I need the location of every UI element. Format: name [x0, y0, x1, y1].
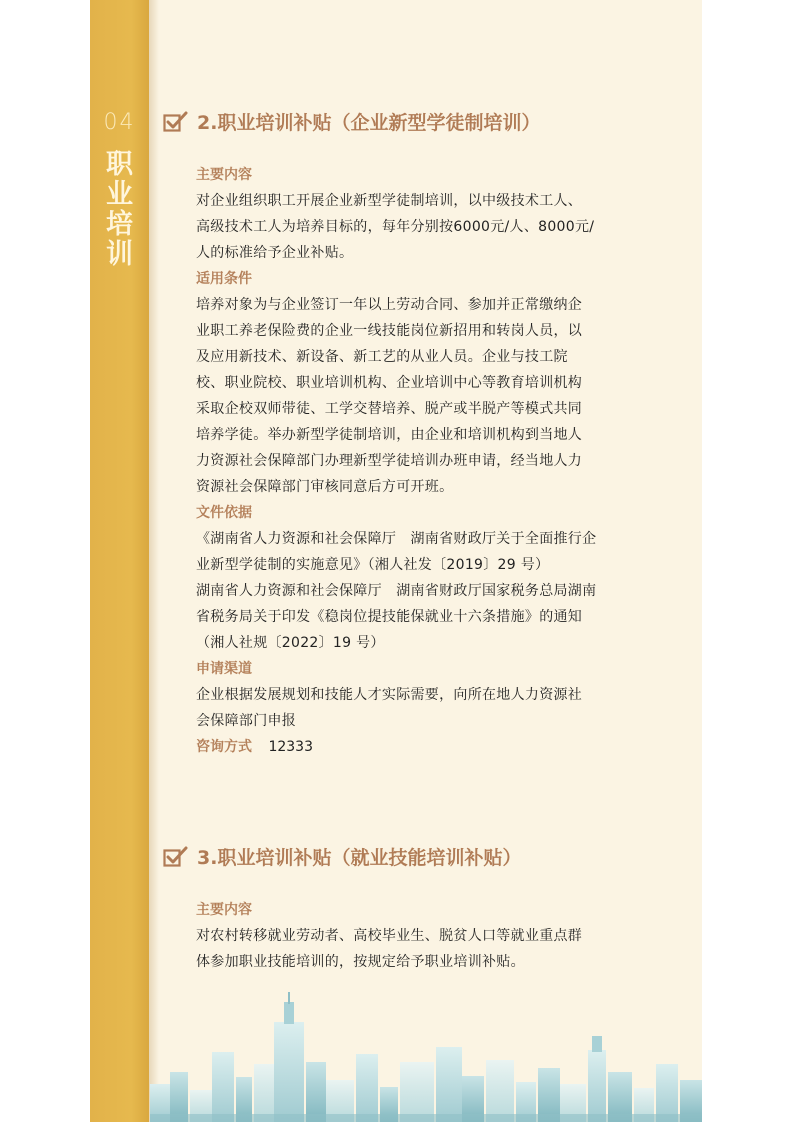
chapter-title-char: 业	[106, 179, 133, 210]
main-content-label: 主要内容	[196, 902, 252, 918]
main-content-label: 主要内容	[196, 167, 252, 183]
sidebar-shadow	[149, 0, 159, 1122]
chapter-title-char: 职	[106, 149, 133, 180]
section-body	[196, 162, 656, 760]
contact-row	[196, 734, 656, 760]
chapter-title	[90, 150, 149, 270]
basis-label: 文件依据	[196, 505, 252, 521]
section-title: 3.职业培训补贴（就业技能培训补贴）	[197, 847, 522, 869]
city-skyline-illustration	[150, 992, 702, 1122]
main-content-text: 对农村转移就业劳动者、高校毕业生、脱贫人口等就业重点群 体参加职业技能培训的，按规定给予职业培训补贴。	[196, 928, 583, 970]
contact-phone: 12333	[268, 739, 313, 755]
section-heading	[163, 108, 540, 135]
contact-label: 咨询方式	[196, 739, 252, 755]
checkbox-checked-icon	[163, 846, 189, 868]
checkbox-checked-icon	[163, 111, 189, 133]
basis-text: 《湖南省人力资源和社会保障厅 湖南省财政厅关于全面推行企 业新型学徒制的实施意见》（湘人社发〔2019〕29 号） 湖南省人力资源和社会保障厅 湖南省财政厅国家税务总局湖南 省税务局关于印发《稳岗位提技能保就业十六条措施》的通知 （湘人社规〔2022〕19 号）	[196, 531, 597, 651]
channel-text: 企业根据发展规划和技能人才实际需要，向所在地人力资源社 会保障部门申报	[196, 687, 583, 729]
section-body	[196, 897, 656, 975]
conditions-label: 适用条件	[196, 271, 252, 287]
conditions-text: 培养对象为与企业签订一年以上劳动合同、参加并正常缴纳企 业职工养老保险费的企业一线技能岗位新招用和转岗人员，以 及应用新技术、新设备、新工艺的从业人员。企业与技工院 校、职业院校、职业培训机构、企业培训中心等教育培训机构 采取企校双师带徒、工学交替培养、脱产或半脱产等模式共同 培养学徒。举办新型学徒制培训，由企业和培训机构到当地人 力资源社会保障部门办理新型学徒培训办班申请，经当地人力 资源社会保障部门审核同意后方可开班。	[196, 297, 583, 495]
main-content-text: 对企业组织职工开展企业新型学徒制培训，以中级技术工人、 高级技术工人为培养目标的，每年分别按6000元/人、8000元/ 人的标准给予企业补贴。	[196, 193, 595, 261]
section-title: 2.职业培训补贴（企业新型学徒制培训）	[197, 112, 541, 134]
chapter-title-char: 训	[106, 239, 133, 270]
channel-label: 申请渠道	[196, 661, 252, 677]
section-heading	[163, 843, 521, 870]
chapter-number: 04	[103, 110, 136, 135]
chapter-title-char: 培	[106, 209, 133, 240]
